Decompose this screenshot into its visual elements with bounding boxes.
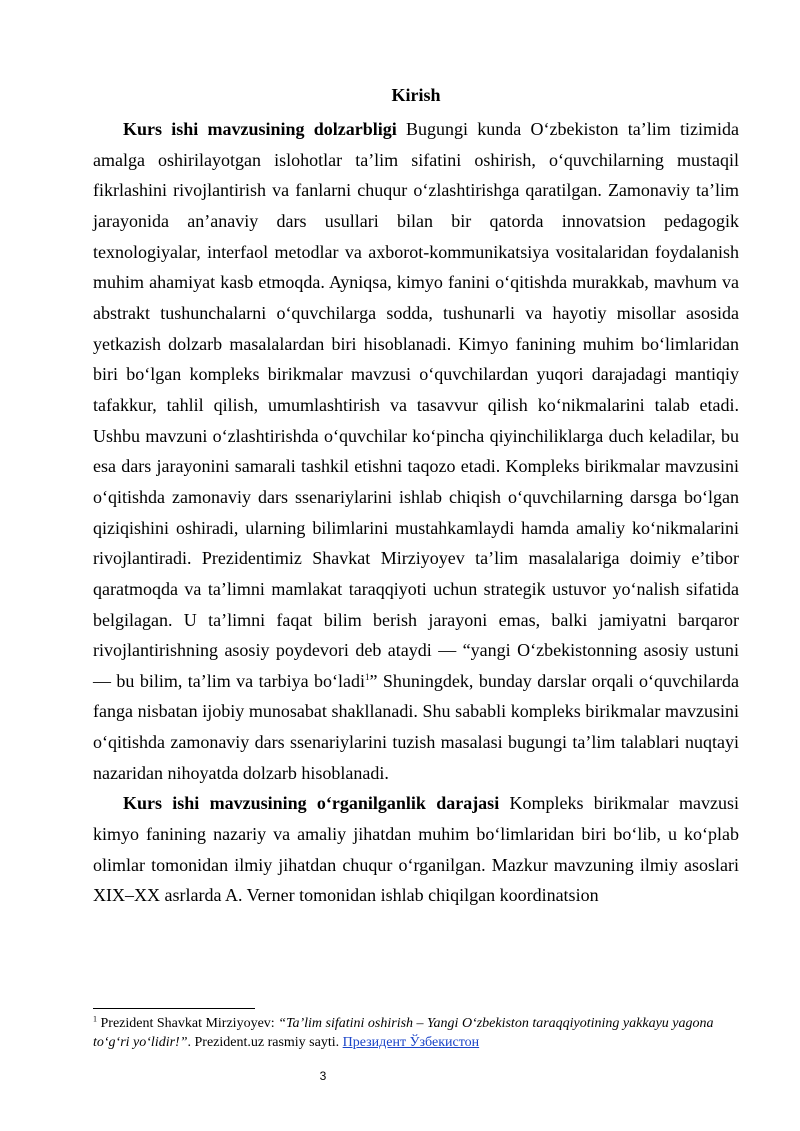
paragraph-study-level-text: Kompleks birikmalar mavzusi kimyo fanining nazariy va amaliy jihatdan muhim bo‘limlaridan biri bo‘lib, u ko‘plab olimlar tomonidan ilmiy jihatdan chuqur o‘rganilgan. Mazkur mavzuning ilmiy asoslari XIX–XX asrlarda A. Verner tomonidan ishlab chiqilgan koordinatsion (93, 793, 739, 906)
footnote-link[interactable]: Президент Ўзбекистон (342, 1035, 480, 1050)
footnote-source: . Prezident.uz rasmiy sayti. (187, 1035, 343, 1050)
page-number: 3 (319, 1069, 327, 1083)
paragraph-relevance-lead: Kurs ishi mavzusining dolzarbligi (123, 119, 397, 139)
footnote-reference[interactable]: 1 (364, 671, 370, 682)
footnote-author: Prezident Shavkat Mirziyoyev: (97, 1016, 279, 1031)
paragraph-relevance-text-b: ” Shuningdek, bunday darslar orqali o‘quvchilarda fanga nisbatan ijobiy munosabat shakllanadi. Shu sababli kompleks birikmalar mavzusini o‘qitishda zamonaviy dars ssenariylarini tuzish masalasi bugungi ta’lim talablari nuqtayi nazaridan nihoyatda dolzarb hisoblanadi. (93, 670, 739, 783)
footnote-quote: “Ta’lim sifatini oshirish – Yangi O‘zbekiston taraqqiyotining yakkayu yagona to‘g‘ri yo‘lidir!” (93, 1016, 714, 1050)
footnote-separator (93, 1008, 255, 1009)
paragraph-study-level-lead: Kurs ishi mavzusining o‘rganilganlik darajasi (123, 793, 500, 814)
paragraph-relevance-text-a: Bugungi kunda O‘zbekiston ta’lim tizimida amalga oshirilayotgan islohotlar ta’lim sifatini oshirish, o‘quvchilarning mustaqil fikrlashini rivojlantirish va fanlarni chuqur o‘zlashtirishga qaratilgan. Zamonaviy ta’lim jarayonida an’anaviy dars usullari bilan bir qatorda innovatsion pedagogik texnologiyalar, interfaol metodlar va axborot-kommunikatsiya vositalaridan foydalanish muhim ahamiyat kasb etmoqda. Ayniqsa, kimyo fanini o‘qitishda murakkab, mavhum va abstrakt tushunchalarni o‘quvchilarga sodda, tushunarli va hayotiy misollar asosida yetkazish dolzarb masalalardan biri hisoblanadi. Kimyo fanining muhim bo‘limlaridan biri bo‘lgan kompleks birikmalar mavzusi o‘quvchilardan yuqori darajadagi mantiqiy tafakkur, tahlil qilish, umumlashtirish va tasavvur qilish ko‘nikmalarini talab etadi. Ushbu mavzuni o‘zlashtirishda o‘quvchilar ko‘pincha qiyinchiliklarga duch keladilar, bu esa dars jarayonini samarali tashkil etishni taqozo etadi. Kompleks birikmalar mavzusini o‘qitishda zamonaviy dars ssenariylarini ishlab chiqish o‘quvchilarning darsga bo‘lgan qiziqishini oshiradi, ularning bilimlarini mustahkamlaydi hamda amaliy ko‘nikmalarini rivojlantiradi. Prezidentimiz Shavkat Mirziyoyev ta’lim masalalariga doimiy e’tibor qaratmoqda va ta’limni mamlakat taraqqiyoti uchun strategik ustuvor yo‘nalish sifatida belgilagan. U ta’limni faqat bilim berish jarayoni emas, balki jamiyatni barqaror rivojlantirishning asosiy poydevori deb ataydi — “yangi O‘zbekistonning asosiy ustuni — bu bilim, ta’lim va tarbiya bo‘ladi (93, 119, 739, 691)
footnote (93, 1014, 739, 1052)
paragraph-study-level (93, 788, 739, 911)
section-heading: Kirish (391, 85, 441, 105)
footnote-mark: 1 (93, 1014, 97, 1024)
body-text (93, 114, 739, 911)
paragraph-relevance (93, 114, 739, 788)
